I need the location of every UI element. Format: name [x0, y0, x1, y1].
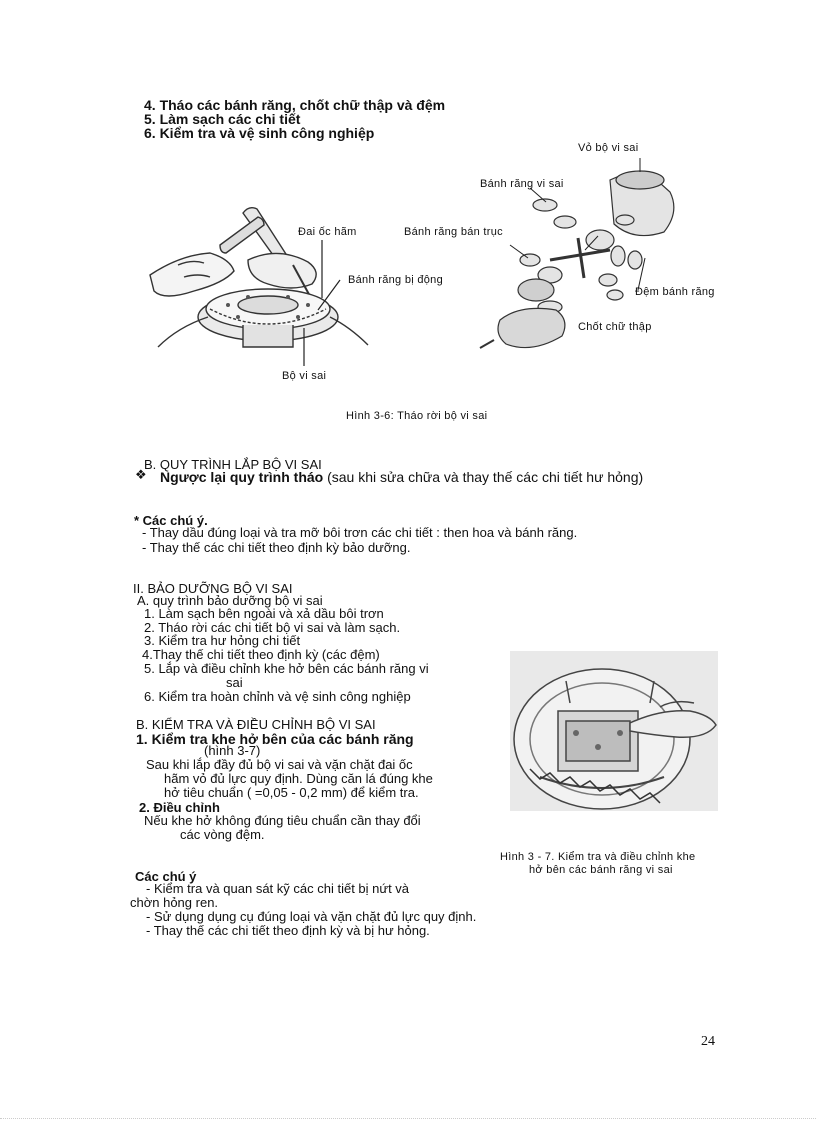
- section-ii-item-4: 4.Thay thế chi tiết theo định kỳ (các đệm): [142, 647, 380, 662]
- section-ii-item-6: 6. Kiểm tra hoàn chỉnh và vệ sinh công nghiệp: [144, 689, 411, 704]
- figure2-caption-2: hở bên các bánh răng vi sai: [529, 864, 673, 876]
- notes2-item-3: - Thay thế các chi tiết theo định kỳ và bị hư hỏng.: [146, 923, 430, 938]
- notes2-item-1-cont: chờn hỏng ren.: [130, 895, 219, 910]
- label-vo-bo-vi-sai: Vỏ bộ vi sai: [578, 142, 639, 154]
- section-b2-item1-text-3: hở tiêu chuẩn ( =0,05 - 0,2 mm) để kiểm tra.: [164, 785, 419, 800]
- section-b-line-bold: Ngược lại quy trình tháo: [160, 469, 324, 485]
- notes2-item-2: - Sử dụng dụng cụ đúng loại và vặn chặt đủ lực quy định.: [146, 909, 477, 924]
- section-b-heading: B. QUY TRÌNH LẮP BỘ VI SAI: [144, 457, 322, 472]
- section-b2-item1-ref: (hình 3-7): [204, 743, 261, 758]
- section-b2-item1-title: 1. Kiểm tra khe hở bên của các bánh răng: [136, 731, 414, 747]
- label-dai-oc-ham: Đai ốc hãm: [298, 226, 357, 238]
- notes1-item-1: - Thay dầu đúng loại và tra mỡ bôi trơn các chi tiết : then hoa và bánh răng.: [142, 525, 578, 540]
- section-b2-item2-text-2: các vòng đệm.: [180, 827, 265, 842]
- section-b2-heading: B. KIỂM TRA VÀ ĐIỀU CHỈNH BỘ VI SAI: [136, 717, 376, 732]
- section-ii-item-1: 1. Làm sạch bên ngoài và xả dầu bôi trơn: [144, 606, 384, 621]
- label-banh-rang-bi-dong: Bánh răng bị động: [348, 274, 444, 286]
- section-b2-item2-title: 2. Điều chỉnh: [139, 800, 220, 815]
- section-ii-item-3: 3. Kiểm tra hư hỏng chi tiết: [144, 633, 301, 648]
- section-b2-item1-text-2: hãm vỏ đủ lực quy định. Dùng căn lá đúng khe: [164, 771, 433, 786]
- section-b-line-rest: (sau khi sửa chữa và thay thế các chi tiết hư hỏng): [327, 469, 644, 485]
- label-banh-rang-vi-sai: Bánh răng vi sai: [480, 178, 564, 190]
- figure2-caption-1: Hình 3 - 7. Kiểm tra và điều chỉnh khe: [500, 851, 696, 863]
- step-6: 6. Kiểm tra và vệ sinh công nghiệp: [144, 125, 375, 141]
- step-4: 4. Tháo các bánh răng, chốt chữ thập và đệm: [144, 97, 446, 113]
- section-ii-item-5: 5. Lắp và điều chỉnh khe hở bên các bánh răng vi: [144, 661, 429, 676]
- step-5: 5. Làm sạch các chi tiết: [144, 111, 301, 127]
- notes1-heading: * Các chú ý.: [134, 513, 208, 528]
- section-ii-item-5-cont: sai: [226, 675, 243, 690]
- page-bottom-divider: [0, 1118, 816, 1119]
- label-chot-chu-thap: Chốt chữ thập: [578, 321, 652, 333]
- section-ii-item-2: 2. Tháo rời các chi tiết bộ vi sai và làm sạch.: [144, 620, 401, 635]
- notes1-item-2: - Thay thế các chi tiết theo định kỳ bảo dưỡng.: [142, 540, 411, 555]
- label-banh-rang-ban-truc: Bánh răng bán trục: [404, 226, 503, 238]
- figure1-caption: Hình 3-6: Tháo rời bộ vi sai: [346, 410, 488, 422]
- section-ii-sub: A. quy trình bảo dưỡng bộ vi sai: [137, 593, 323, 608]
- label-bo-vi-sai: Bộ vi sai: [282, 370, 327, 382]
- notes2-heading: Các chú ý: [135, 869, 197, 884]
- page-number: 24: [701, 1034, 715, 1049]
- label-dem-banh-rang: Đệm bánh răng: [635, 286, 715, 298]
- leader-lines-left: [290, 238, 350, 368]
- bullet-icon: ❖: [135, 467, 147, 482]
- notes2-item-1: - Kiểm tra và quan sát kỹ các chi tiết bị nứt và: [146, 881, 410, 896]
- section-ii-heading: II. BẢO DƯỠNG BỘ VI SAI: [133, 581, 293, 596]
- section-b-line: [160, 469, 643, 485]
- section-b2-item1-text-1: Sau khi lắp đầy đủ bộ vi sai và vặn chặt đai ốc: [146, 757, 413, 772]
- section-b2-item2-text-1: Nếu khe hở không đúng tiêu chuẩn cần thay đổi: [144, 813, 421, 828]
- feeler-gauge-photo: [510, 651, 718, 811]
